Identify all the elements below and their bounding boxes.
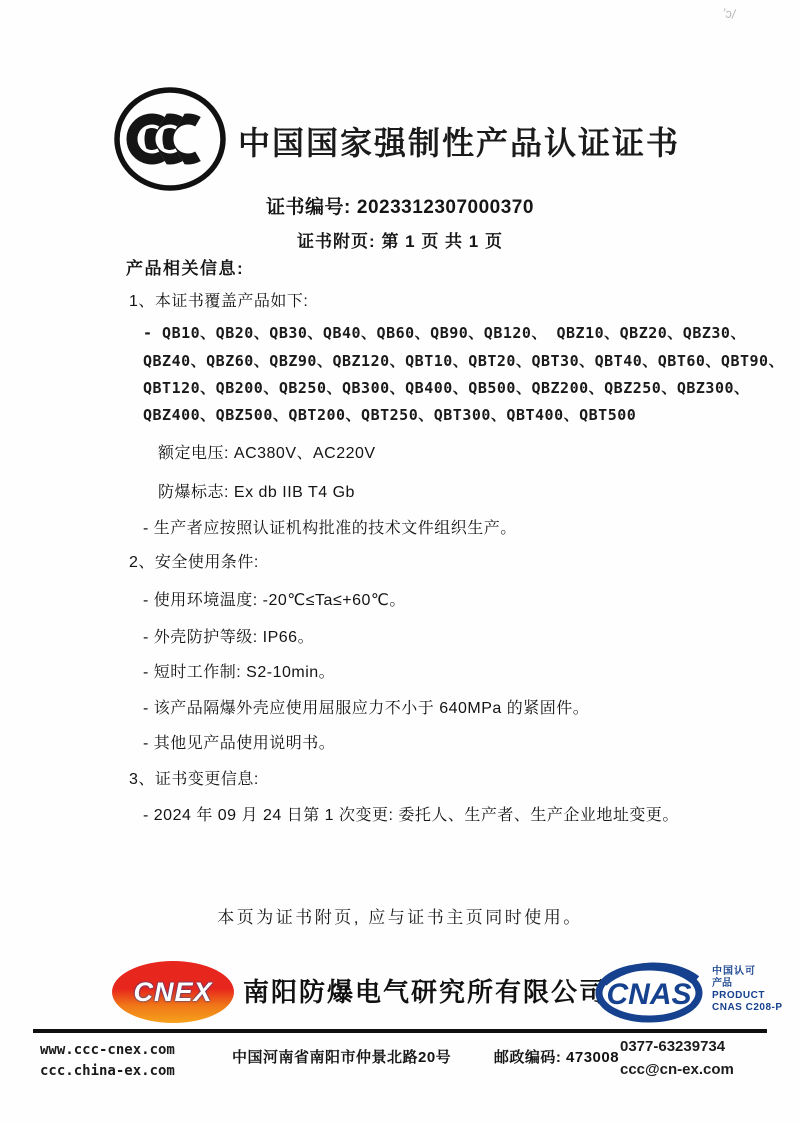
footer-websites bbox=[40, 1040, 175, 1082]
cnas-text-line: PRODUCT bbox=[712, 990, 765, 1001]
postal-code-value: 473008 bbox=[566, 1049, 620, 1066]
footer-address-row bbox=[232, 1046, 619, 1067]
phone-number: 0377-63239734 bbox=[620, 1038, 726, 1055]
scan-artifact: 'ɔ/ bbox=[722, 5, 737, 22]
certificate-page-row bbox=[0, 227, 800, 252]
body-line-ambient-temp: - 使用环境温度: -20℃≤Ta≤+60℃。 bbox=[143, 592, 406, 609]
certificate-number-label: 证书编号: bbox=[266, 197, 351, 218]
body-line-manual-note: - 其他见产品使用说明书。 bbox=[143, 735, 336, 752]
page-title: 中国国家强制性产品认证证书 bbox=[238, 125, 681, 161]
body-line-fastener-note: - 该产品隔爆外壳应使用屈服应力不小于 640MPa 的紧固件。 bbox=[143, 700, 590, 717]
cnas-logo bbox=[594, 953, 712, 1033]
company-address: 中国河南省南阳市仲景北路20号 bbox=[232, 1049, 452, 1066]
section-heading-product-info: 产品相关信息: bbox=[126, 259, 245, 278]
svg-text:CNAS: CNAS bbox=[606, 978, 692, 1011]
body-line-models-1: - QB10、QB20、QB30、QB40、QB60、QB90、QB120、 QBZ10、QBZ20、QBZ30、 bbox=[143, 324, 746, 342]
ccc-logo-icon bbox=[111, 85, 229, 198]
body-line-models-4: QBZ400、QBZ500、QBT200、QBT250、QBT300、QBT400、QBT500 bbox=[143, 406, 637, 424]
postal-code-label: 邮政编码: bbox=[493, 1049, 562, 1066]
issuer-company-name: 南阳防爆电气研究所有限公司 bbox=[243, 977, 608, 1007]
website-url: www.ccc-cnex.com bbox=[40, 1042, 175, 1058]
footer-divider bbox=[33, 1029, 767, 1033]
cnex-logo-label: CNEX bbox=[133, 976, 213, 1007]
website-url: ccc.china-ex.com bbox=[40, 1063, 175, 1079]
footer-contact bbox=[620, 1035, 734, 1081]
attachment-page-note: 本页为证书附页, 应与证书主页同时使用。 bbox=[217, 908, 583, 927]
certificate-number-value: 2023312307000370 bbox=[356, 197, 534, 218]
body-line-change-record: - 2024 年 09 月 24 日第 1 次变更: 委托人、生产者、生产企业地址变更。 bbox=[143, 807, 679, 824]
email-address: ccc@cn-ex.com bbox=[620, 1061, 734, 1078]
body-line-safety-conditions: 2、安全使用条件: bbox=[129, 554, 259, 571]
cnas-text-line: 中国认可 bbox=[712, 966, 756, 977]
body-line-producer-note: - 生产者应按照认证机构批准的技术文件组织生产。 bbox=[143, 520, 517, 537]
body-line-ex-marking: 防爆标志: Ex db IIB T4 Gb bbox=[158, 484, 355, 501]
cnex-logo bbox=[112, 961, 234, 1023]
certificate-page-label: 证书附页: bbox=[297, 232, 376, 251]
body-line-models-3: QBT120、QB200、QB250、QB300、QB400、QB500、QBZ200、QBZ250、QBZ300、 bbox=[143, 379, 750, 397]
body-line-rated-voltage: 额定电压: AC380V、AC220V bbox=[158, 445, 376, 462]
body-line-duty-cycle: - 短时工作制: S2-10min。 bbox=[143, 664, 336, 681]
certificate-page-value: 第 1 页 共 1 页 bbox=[381, 232, 503, 251]
body-line-models-2: QBZ40、QBZ60、QBZ90、QBZ120、QBT10、QBT20、QBT30、QBT40、QBT60、QBT90、 bbox=[143, 352, 785, 370]
cnas-text-line: 产品 bbox=[712, 978, 732, 989]
body-line-ip-rating: - 外壳防护等级: IP66。 bbox=[143, 629, 315, 646]
body-line-change-info: 3、证书变更信息: bbox=[129, 771, 259, 788]
cnas-text-line: CNAS C208-P bbox=[712, 1002, 783, 1013]
certificate-number-row bbox=[0, 192, 800, 219]
cnas-accreditation-text bbox=[712, 966, 783, 1014]
body-line-covered-products: 1、本证书覆盖产品如下: bbox=[129, 293, 309, 310]
